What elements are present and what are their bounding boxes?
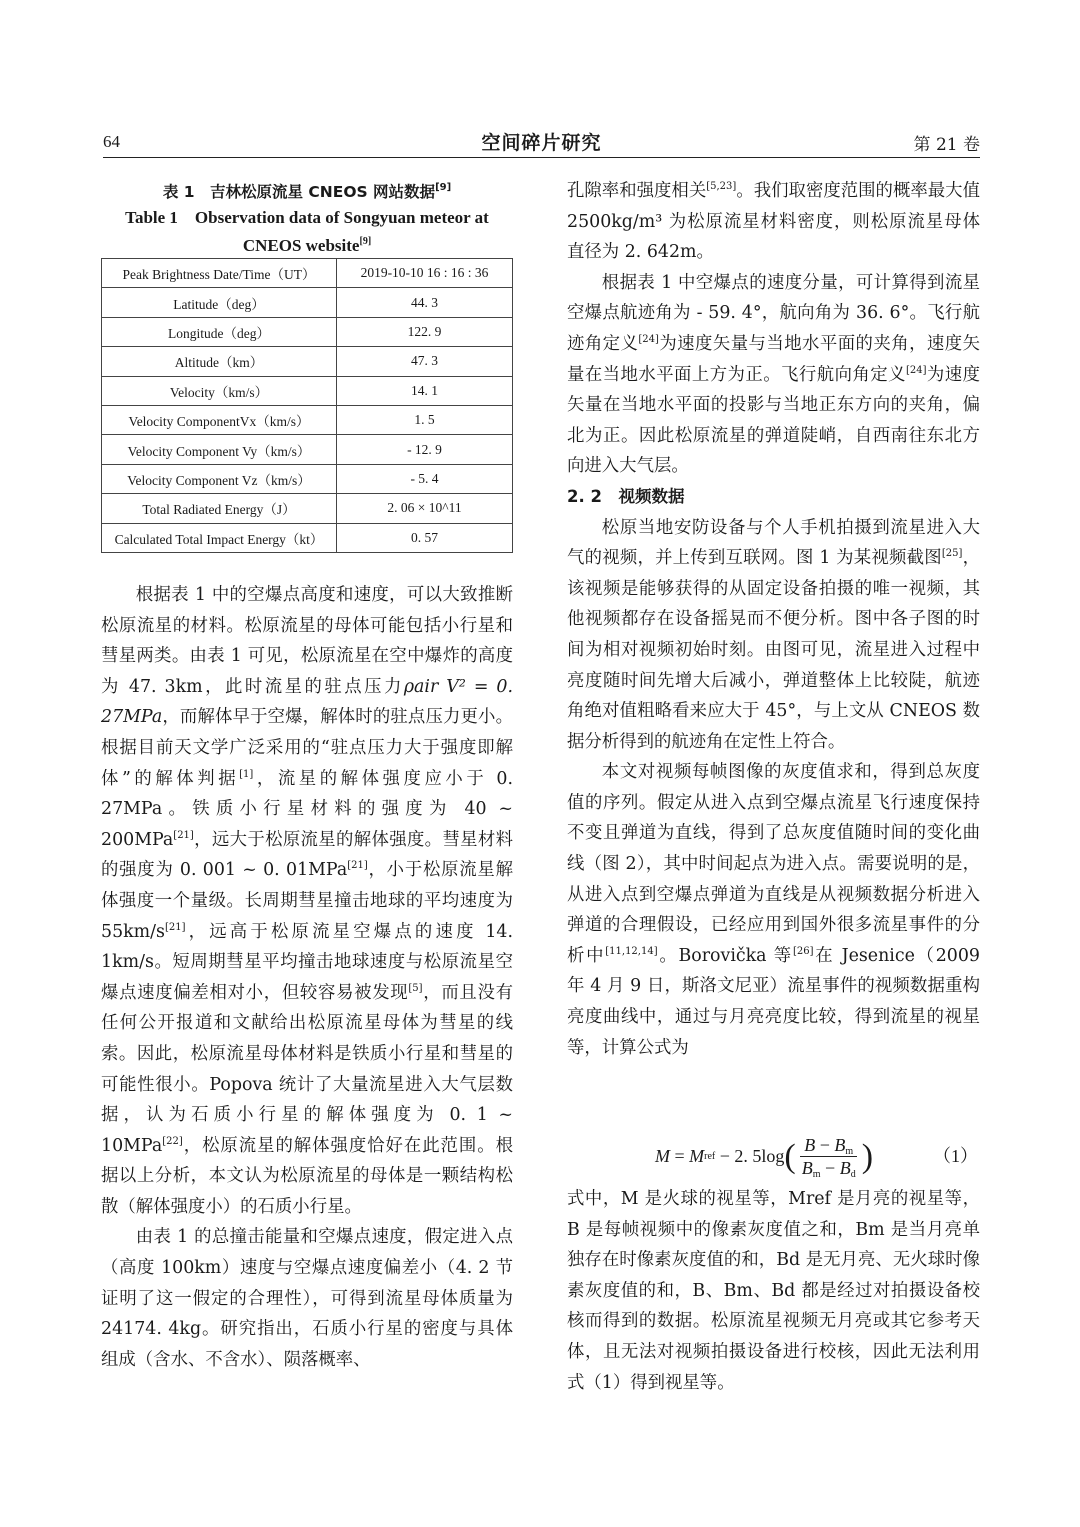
paragraph: 由表 1 的总撞击能量和空爆点速度，假定进入点（高度 100km）速度与空爆点速度偏差小（4. 2 节证明了这一假定的合理性），可得到流星母体质量为 24174. 4kg。研究指出，石质小行星的密度与具体组成（含水、不含水）、陨落概率、 — [101, 1227, 513, 1370]
table-row — [102, 259, 513, 288]
table-cell-label: Velocity ComponentVx（km/s） — [102, 405, 337, 434]
paragraph: 根据表 1 中空爆点的速度分量，可计算得到流星空爆点航迹角为 - 59. 4°，航向角为 36. 6°。飞行航迹角定义[24]为速度矢量与当地水平面的夹角，速度矢量在当地水平面上方为正。飞行航向角定义[24]为速度矢量在当地水平面的投影与当地正东方向的夹角，偏北为正。因此松原流星的弹道陡峭，自西南往东北方向进入大气层。 — [567, 272, 980, 477]
paragraph: 式中，M 是火球的视星等，Mref 是月亮的视星等，B 是每帧视频中的像素灰度值之和，Bm 是当月亮单独存在时像素灰度值的和，Bd 是无月亮、无火球时像素灰度值的和，B、Bm、Bd 都是经过对拍摄设备校核而得到的数据。松原流星视频无月亮或其它参考天体，且无法对视频拍摄设备进行校核，因此无法利用式（1）得到视星等。 — [567, 1189, 980, 1393]
observation-table — [101, 258, 513, 553]
table-row — [102, 405, 513, 434]
table-row — [102, 464, 513, 493]
paragraph: 孔隙率和强度相关[5,23]。我们取密度范围的概率最大值 2500kg/m³ 为松原流星材料密度，则松原流星母体直径为 2. 642m。 — [567, 181, 980, 263]
table-row — [102, 317, 513, 346]
journal-title: 空间碎片研究 — [481, 132, 602, 154]
header-rule — [103, 157, 980, 158]
paragraph: 根据表 1 中的空爆点高度和速度，可以大致推断松原流星的材料。松原流星的母体可能包括小行星和彗星两类。由表 1 可见，松原流星在空中爆炸的高度为 47. 3km，此时流星的驻点压力ρair V² = 0. 27MPa，而解体早于空爆，解体时的驻点压力更小。根据目前天文学广泛采用的“驻点压力大于强度即解体”的解体判据[1]，流星的解体强度应小于 0. 27MPa。铁质小行星材料的强度为 40 ~ 200MPa[21]，远大于松原流星的解体强度。彗星材料的强度为 0. 001 ~ 0. 01MPa[21]，小于松原流星解体强度一个量级。长周期彗星撞击地球的平均速度为 55km/s[21]，远高于松原流星空爆点的速度 14. 1km/s。短周期彗星平均撞击地球速度与松原流星空爆点速度偏差相对小，但较容易被发现[5]，而且没有任何公开报道和文献给出松原流星母体为彗星的线索。因此，松原流星母体材料是铁质小行星和彗星的可能性很小。Popova 统计了大量流星进入大气层数据，认为石质小行星的解体强度为 0. 1 ~ 10MPa[22]，松原流星的解体强度恰好在此范围。根据以上分析，本文认为松原流星的母体是一颗结构松散（解体强度小）的石质小行星。 — [101, 585, 513, 1217]
table-cell-label: Velocity（km/s） — [102, 376, 337, 405]
equation-number: （1） — [933, 1146, 978, 1166]
table-cell-label: Total Radiated Energy（J） — [102, 494, 337, 523]
table-cell-value: - 12. 9 — [337, 435, 513, 464]
table-caption-en-line1: Table 1 Observation data of Songyuan meteor at — [125, 208, 489, 227]
equation-1 — [567, 1128, 980, 1180]
stagnation-pressure-formula: ρair V² = 0. 27MPa — [101, 676, 513, 728]
volume-label: 第 21 卷 — [913, 135, 980, 155]
table-cell-value: 47. 3 — [337, 347, 513, 376]
table-cell-label: Calculated Total Impact Energy（kt） — [102, 523, 337, 552]
left-column — [101, 580, 513, 1375]
paragraph: 松原当地安防设备与个人手机拍摄到流星进入大气的视频，并上传到互联网。图 1 为某视频截图[25]，该视频是能够获得的从固定设备拍摄的唯一视频，其他视频都存在设备摇晃而不便分析。图中各子图的时间为相对视频初始时刻。由图可见，流星进入过程中亮度随时间先增大后减小，弹道整体上比较陡，航迹角绝对值粗略看来应大于 45°，与上文从 CNEOS 数据分析得到的航迹角在定性上符合。 — [567, 517, 980, 752]
table-cell-value: 1. 5 — [337, 405, 513, 434]
page-number: 64 — [103, 132, 120, 151]
table-cell-value: 2019-10-10 16 : 16 : 36 — [337, 259, 513, 288]
table-row — [102, 376, 513, 405]
table-caption-en — [101, 204, 513, 260]
table-row — [102, 288, 513, 317]
paragraph: 本文对视频每帧图像的灰度值求和，得到总灰度值的序列。假定从进入点到空爆点流星飞行速度保持不变且弹道为直线，得到了总灰度值随时间的变化曲线（图 2），其中时间起点为进入点。需要说明的是，从进入点到空爆点弹道为直线是从视频数据分析进入弹道的合理假设，已经应用到国外很多流星事件的分析中[11,12,14]。Borovička 等[26]在 Jesenice（2009 年 4 月 9 日，斯洛文尼亚）流星事件的视频数据重构亮度曲线中，通过与月亮亮度比较，得到流星的视星等，计算公式为 — [567, 762, 980, 1058]
section-heading: 2. 2 视频数据 — [567, 486, 685, 506]
table-row — [102, 435, 513, 464]
table-caption-en-line2: CNEOS website[9] — [242, 236, 372, 255]
table-cell-label: Velocity Component Vz（km/s） — [102, 464, 337, 493]
right-column — [567, 176, 980, 1063]
table-cell-label: Peak Brightness Date/Time（UT） — [102, 259, 337, 288]
table-cell-label: Velocity Component Vy（km/s） — [102, 435, 337, 464]
table-cell-label: Latitude（deg） — [102, 288, 337, 317]
table-cell-value: 44. 3 — [337, 288, 513, 317]
table-caption-cn: 表 1 吉林松原流星 CNEOS 网站数据[9] — [162, 182, 452, 201]
equation-body: M = M ref − 2. 5log ( $\frac{B - B_m}{B_m - B_d}$ ) — [655, 1135, 874, 1180]
table-row — [102, 494, 513, 523]
table-cell-value: - 5. 4 — [337, 464, 513, 493]
table-cell-value: 0. 57 — [337, 523, 513, 552]
table-cell-value: 122. 9 — [337, 317, 513, 346]
table-row — [102, 347, 513, 376]
table-row — [102, 523, 513, 552]
table-cell-label: Altitude（km） — [102, 347, 337, 376]
table-cell-value: 2. 06 × 10^11 — [337, 494, 513, 523]
running-header — [103, 128, 980, 158]
right-column-continued — [567, 1184, 980, 1398]
table-cell-value: 14. 1 — [337, 376, 513, 405]
table-cell-label: Longitude（deg） — [102, 317, 337, 346]
